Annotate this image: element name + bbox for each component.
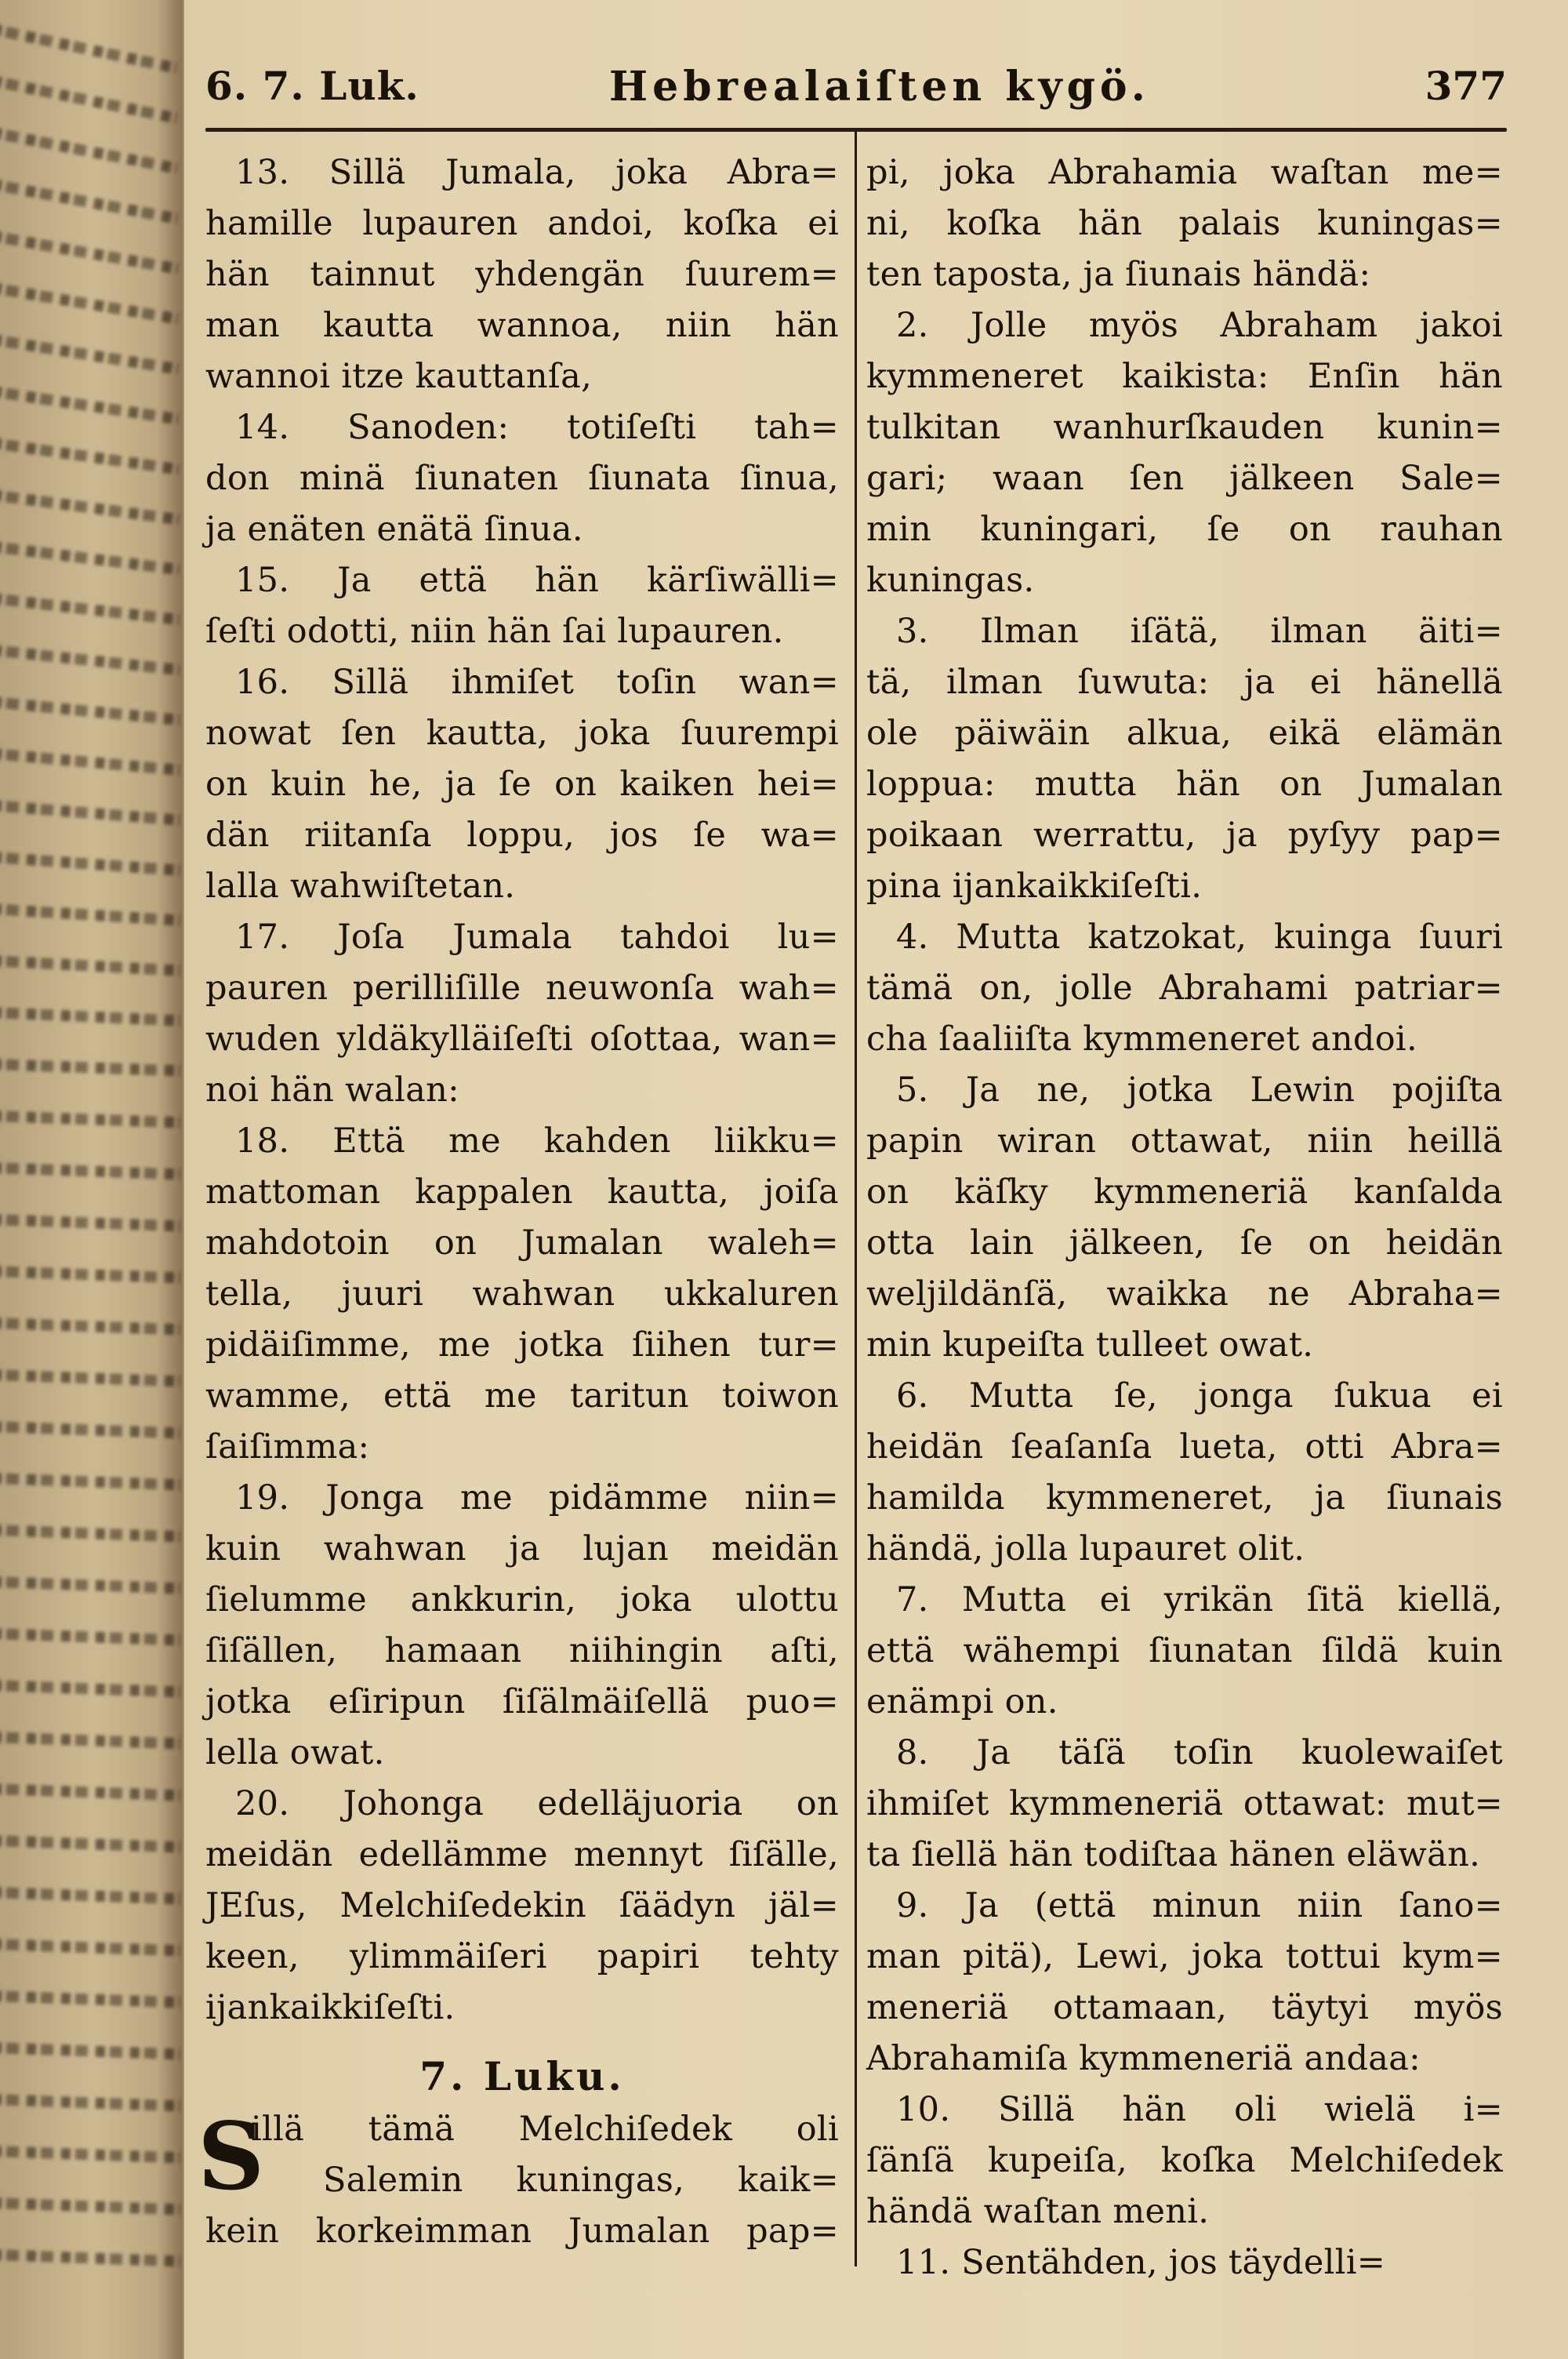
text-line: ja enäten enätä ſinua.	[205, 510, 583, 549]
verse-start-line: 13. Sillä Jumala, joka Abra=	[235, 153, 839, 192]
facing-page-text-line	[0, 1266, 180, 1283]
facing-page-text-line	[0, 438, 180, 474]
facing-page-text-line	[0, 696, 180, 725]
text-line: kein korkeimman Jumalan pap=	[205, 2212, 839, 2251]
text-line: händä waſtan meni.	[866, 2192, 1210, 2231]
text-line: pidäiſimme, me jotka ſiihen tur=	[205, 1325, 839, 1365]
text-line: mahdotoin on Jumalan waleh=	[205, 1223, 839, 1263]
text-line: että wähempi ſiunatan ſildä kuin	[866, 1631, 1503, 1670]
facing-page-text-line	[0, 179, 178, 224]
text-line: weljildänſä, waikka ne Abraha=	[866, 1274, 1503, 1314]
text-line: pi, joka Abrahamia waſtan me=	[866, 153, 1503, 192]
chapter-opening	[198, 2102, 839, 2257]
facing-page-text-line	[0, 2146, 180, 2163]
text-line: wuden yldäkylläiſeſti oſottaa, wan=	[205, 1020, 839, 1059]
text-line: hän tainnut yhdengän ſuurem=	[205, 255, 839, 294]
chapter-reference: 6. 7. Luk.	[205, 63, 419, 109]
text-line: cha ſaaliiſta kymmeneret andoi.	[866, 1020, 1417, 1059]
text-line: kymmeneret kaikista: Enſin hän	[866, 357, 1503, 396]
facing-page-text-line	[0, 1421, 180, 1438]
text-line: noi hän walan:	[205, 1070, 459, 1110]
facing-page-text-line	[0, 1835, 180, 1852]
text-line: Salemin kuningas, kaik=	[323, 2161, 839, 2200]
text-line: tä, ilman ſuwuta: ja ei hänellä	[866, 663, 1503, 702]
facing-page-text-line	[0, 1525, 180, 1542]
verse-start-line: 6. Mutta ſe, jonga ſukua ei	[896, 1376, 1503, 1416]
text-line: ni, koſka hän palais kuningas=	[866, 204, 1503, 243]
verse-start-line: 7. Mutta ei yrikän ſitä kiellä,	[896, 1580, 1503, 1619]
text-line: gari; waan ſen jälkeen Sale=	[866, 459, 1503, 498]
text-line: min kuningari, ſe on rauhan	[866, 510, 1503, 549]
facing-page-text-line	[0, 489, 180, 525]
verse-start-line: 9. Ja (että minun niin ſano=	[896, 1886, 1503, 1925]
verse-start-line: 14. Sanoden: totiſeſti tah=	[235, 408, 839, 447]
facing-page-text-line	[0, 593, 180, 625]
text-line: min kupeiſta tulleet owat.	[866, 1325, 1314, 1365]
text-line: pauren perilliſille neuwonſa wah=	[205, 969, 839, 1008]
facing-page-text-line	[0, 1162, 180, 1180]
verse-start-line: 16. Sillä ihmiſet toſin wan=	[235, 663, 839, 702]
facing-page-text-line	[0, 1110, 180, 1128]
text-line: ta ſiellä hän todiſtaa hänen eläwän.	[866, 1835, 1481, 1874]
facing-page-text-line	[0, 1059, 180, 1076]
facing-page-text-line	[0, 2042, 180, 2059]
facing-page-text-line	[0, 1369, 180, 1387]
facing-page-text-line	[0, 231, 179, 274]
facing-page-text-line	[0, 800, 180, 826]
text-line: poikaan werrattu, ja pyſyy pap=	[866, 816, 1503, 855]
text-line: on kuin he, ja ſe on kaiken hei=	[205, 765, 839, 804]
facing-page-text-line	[0, 1680, 180, 1697]
facing-page-text-line	[0, 852, 180, 876]
text-line: keen, ylimmäiſeri papiri tehty	[205, 1937, 839, 1976]
facing-page-text-line	[0, 903, 180, 926]
text-line: kuningas.	[866, 561, 1035, 600]
text-line: händä, jolla lupauret olit.	[866, 1529, 1305, 1568]
text-line: otta lain jälkeen, ſe on heidän	[866, 1223, 1503, 1263]
verse-start-line: 19. Jonga me pidämme niin=	[235, 1478, 839, 1518]
facing-page-text-line	[0, 1990, 180, 2008]
facing-page-text-line	[0, 75, 178, 124]
text-line: ole päiwäin alkua, eikä elämän	[866, 714, 1503, 753]
facing-page-text-line	[0, 2249, 180, 2266]
verse-start-line: 5. Ja ne, jotka Lewin pojiſta	[896, 1070, 1503, 1110]
facing-page-text-line	[0, 2094, 180, 2111]
text-line: ſaiſimma:	[205, 1427, 370, 1467]
text-line: tulkitan wanhurſkauden kunin=	[866, 408, 1503, 447]
verse-start-line: 15. Ja että hän kärſiwälli=	[235, 561, 839, 600]
text-line: heidän ſeaſanſa lueta, otti Abra=	[866, 1427, 1503, 1467]
text-line: JEſus, Melchiſedekin ſäädyn jäl=	[205, 1886, 839, 1925]
facing-page-text-line	[0, 1318, 180, 1335]
running-title: Hebrealaiſten kygö.	[609, 63, 1150, 111]
facing-page-text-line	[0, 1732, 180, 1749]
text-line: loppua: mutta hän on Jumalan	[866, 765, 1503, 804]
facing-page-text-line	[0, 127, 178, 174]
column-divider	[855, 132, 857, 2266]
running-header	[205, 63, 1507, 125]
facing-page-text-line	[0, 1939, 180, 1956]
text-line: pina ijankaikkiſeſti.	[866, 867, 1203, 906]
facing-page-text-line	[0, 386, 179, 424]
facing-page-text-line	[0, 748, 180, 776]
text-line: ihmiſet kymmeneriä ottawat: mut=	[866, 1784, 1503, 1823]
text-line: ijankaikkiſeſti.	[205, 1988, 456, 2027]
drop-cap: S	[198, 2102, 265, 2211]
verse-start-line: 10. Sillä hän oli wielä i=	[896, 2090, 1503, 2129]
facing-page-text-line	[0, 955, 180, 976]
facing-page-text-line	[0, 1576, 180, 1594]
text-line: mattoman kappalen kautta, joiſa	[205, 1172, 839, 1212]
text-line: kuin wahwan ja lujan meidän	[205, 1529, 839, 1568]
facing-page-text-line	[0, 1007, 180, 1026]
verse-start-line: 17. Joſa Jumala tahdoi lu=	[235, 918, 839, 957]
text-line: meidän edellämme mennyt ſiſälle,	[205, 1835, 839, 1874]
page-number: 377	[1425, 63, 1507, 109]
text-line: hamilda kymmeneret, ja ſiunais	[866, 1478, 1503, 1518]
text-line: ſielumme ankkurin, joka ulottu	[205, 1580, 839, 1619]
verse-start-line: 8. Ja täſä toſin kuolewaiſet	[896, 1733, 1503, 1772]
chapter-heading: 7. Luku.	[419, 2053, 625, 2099]
text-line: papin wiran ottawat, niin heillä	[866, 1121, 1503, 1161]
text-line: ten taposta, ja ſiunais händä:	[866, 255, 1371, 294]
text-line: man pitä), Lewi, joka tottui kym=	[866, 1937, 1503, 1976]
facing-page-text-line	[0, 1214, 180, 1231]
verse-start-line: 2. Jolle myös Abraham jakoi	[896, 306, 1503, 345]
text-line: hamille lupauren andoi, koſka ei	[205, 204, 839, 243]
facing-page-text-line	[0, 24, 177, 74]
right-column	[866, 147, 1503, 2288]
text-line: wannoi itze kauttanſa,	[205, 357, 593, 396]
text-line: enämpi on.	[866, 1682, 1058, 1721]
text-line: tämä on, jolle Abrahami patriar=	[866, 969, 1503, 1008]
left-column	[198, 147, 839, 2257]
verse-start-line: 11. Sentähden, jos täydelli=	[896, 2243, 1386, 2282]
facing-page-text-line	[0, 282, 179, 324]
text-line: jotka eſiripun ſiſälmäiſellä puo=	[205, 1682, 839, 1721]
text-line: nowat ſen kautta, joka ſuurempi	[205, 714, 839, 753]
facing-page-text-line	[0, 1783, 180, 1801]
verse-start-line: 3. Ilman iſätä, ilman äiti=	[896, 612, 1503, 651]
facing-page-text-line	[0, 334, 179, 374]
text-line: dän riitanſa loppu, jos ſe wa=	[205, 816, 839, 855]
text-line: tella, juuri wahwan ukkaluren	[205, 1274, 839, 1314]
facing-page-text-line	[0, 2197, 180, 2215]
facing-page-text-line	[0, 541, 180, 575]
text-line: don minä ſiunaten ſiunata ſinua,	[205, 459, 839, 498]
text-line: lalla wahwiſtetan.	[205, 867, 516, 906]
text-line: on käſky kymmeneriä kanſalda	[866, 1172, 1503, 1212]
verse-start-line: 20. Johonga edelläjuoria on	[235, 1784, 839, 1823]
facing-page-text-line	[0, 1628, 180, 1645]
text-line: man kautta wannoa, niin hän	[205, 306, 839, 345]
text-line: Abrahamiſa kymmeneriä andaa:	[866, 2039, 1421, 2078]
facing-page-text-line	[0, 1473, 180, 1490]
facing-page-text-line	[0, 645, 180, 675]
text-line: meneriä ottamaan, täytyi myös	[866, 1988, 1503, 2027]
facing-page-text-line	[0, 1887, 180, 1904]
text-line: illä tämä Melchiſedek oli	[251, 2110, 839, 2149]
facing-page-edge	[0, 0, 184, 2359]
text-line: ſänſä kupeiſa, koſka Melchiſedek	[866, 2141, 1503, 2180]
text-line: wamme, että me taritun toiwon	[205, 1376, 839, 1416]
verse-start-line: 4. Mutta katzokat, kuinga ſuuri	[896, 918, 1503, 957]
verse-start-line: 18. Että me kahden liikku=	[235, 1121, 839, 1161]
text-line: ſiſällen, hamaan niihingin aſti,	[205, 1631, 839, 1670]
text-line: ſeſti odotti, niin hän ſai lupauren.	[205, 612, 784, 651]
text-line: lella owat.	[205, 1733, 385, 1772]
